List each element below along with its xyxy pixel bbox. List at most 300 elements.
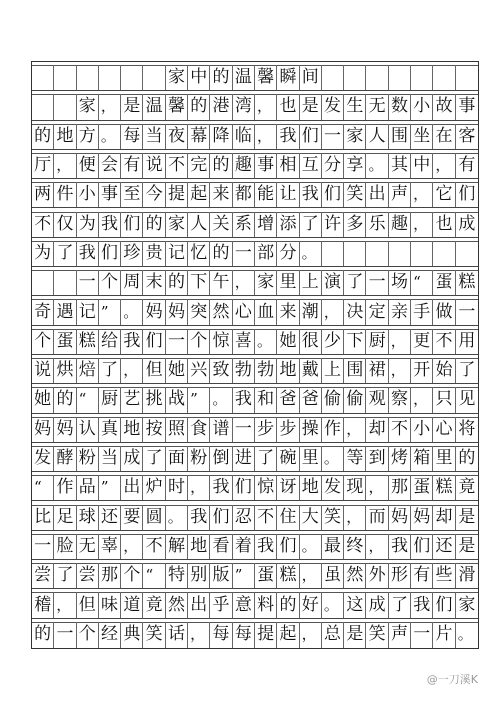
grid-cell — [344, 65, 366, 90]
grid-cell: 但 — [77, 592, 99, 617]
row-cells — [32, 153, 478, 178]
grid-cell: 厨 — [99, 387, 121, 412]
grid-cell: 真 — [99, 417, 121, 442]
grid-cell: 尝 — [77, 563, 99, 588]
text-row — [32, 326, 478, 355]
text-row — [32, 238, 478, 267]
grid-cell: 料 — [255, 592, 277, 617]
grid-cell: 。 — [255, 329, 277, 354]
grid-cell: ， — [411, 387, 433, 412]
grid-cell: 偷 — [322, 387, 344, 412]
grid-cell: 竟 — [458, 477, 476, 498]
grid-cell: 操 — [300, 417, 322, 442]
grid-cell: 。 — [99, 124, 121, 149]
text-row — [32, 267, 478, 296]
grid-cell — [433, 65, 455, 90]
grid-cell: 了 — [54, 241, 76, 266]
grid-cell: 按 — [143, 417, 165, 442]
grid-cell: 午 — [210, 270, 232, 295]
grid-cell: 血 — [255, 299, 277, 324]
grid-cell: 步 — [277, 417, 299, 442]
grid-cell: ， — [389, 358, 411, 383]
grid-cell: 蛋 — [411, 475, 433, 500]
grid-cell: 住 — [277, 505, 299, 530]
grid-cell: 烤 — [389, 446, 411, 471]
grid-cell: ， — [300, 622, 322, 648]
grid-cell: 道 — [121, 592, 143, 617]
grid-cell: 间 — [300, 65, 322, 90]
grid-cell: 港 — [210, 94, 232, 119]
grid-cell: 不 — [32, 212, 54, 237]
grid-cell: 了 — [344, 270, 366, 295]
grid-cell: 家 — [255, 270, 277, 295]
grid-cell: 坐 — [411, 124, 433, 149]
grid-cell: 致 — [210, 358, 232, 383]
text-row — [32, 531, 478, 560]
grid-cell: 酵 — [54, 446, 76, 471]
text-row — [32, 502, 478, 531]
grid-cell: 那 — [389, 475, 411, 500]
grid-cell: 妈 — [389, 505, 411, 530]
grid-cell: 更 — [411, 329, 433, 354]
grid-cell: 们 — [411, 534, 433, 559]
grid-cell: ， — [99, 94, 121, 119]
grid-cell — [389, 241, 411, 266]
grid-cell: 遇 — [54, 299, 76, 324]
text-row — [32, 472, 478, 501]
row-cells — [32, 475, 478, 500]
grid-cell: 相 — [277, 153, 299, 178]
grid-cell: 发 — [32, 446, 54, 471]
grid-cell: 了 — [300, 212, 322, 237]
row-cells — [32, 563, 478, 588]
grid-cell: 只 — [433, 387, 455, 412]
grid-cell: 糕 — [277, 563, 299, 588]
grid-cell: 比 — [32, 505, 54, 530]
grid-cell: 记 — [166, 241, 188, 266]
grid-cell: 蛋 — [54, 329, 76, 354]
grid-cell: “ — [77, 387, 99, 412]
grid-cell: 战 — [166, 387, 188, 412]
grid-cell: 幕 — [188, 124, 210, 149]
grid-cell: 家 — [344, 124, 366, 149]
grid-cell: 。 — [210, 387, 232, 412]
grid-cell: 进 — [233, 446, 255, 471]
grid-cell: 别 — [188, 563, 210, 588]
grid-cell: 温 — [143, 94, 165, 119]
grid-cell: 一 — [32, 534, 54, 559]
grid-cell: 方 — [77, 124, 99, 149]
grid-cell: 成 — [121, 446, 143, 471]
grid-cell: 糕 — [458, 272, 476, 293]
grid-cell: 的 — [143, 212, 165, 237]
grid-cell: 趣 — [389, 212, 411, 237]
grid-cell: 是 — [121, 94, 143, 119]
grid-cell: 然 — [166, 592, 188, 617]
grid-cell: 每 — [210, 622, 232, 648]
grid-cell: 我 — [188, 505, 210, 530]
grid-cell: 发 — [322, 475, 344, 500]
grid-cell: 了 — [143, 446, 165, 471]
grid-cell: 提 — [255, 622, 277, 648]
grid-cell: 围 — [344, 358, 366, 383]
grid-cell: 不 — [433, 329, 455, 354]
grid-cell: 两 — [32, 182, 54, 207]
grid-cell: 们 — [277, 534, 299, 559]
grid-cell: ， — [233, 270, 255, 295]
grid-cell: 成 — [458, 213, 476, 234]
grid-cell: 每 — [233, 622, 255, 648]
grid-cell: 有 — [458, 155, 476, 176]
grid-cell: 互 — [300, 153, 322, 178]
grid-cell — [366, 65, 388, 90]
grid-cell: 下 — [344, 329, 366, 354]
grid-cell: 至 — [121, 182, 143, 207]
grid-cell — [121, 65, 143, 90]
grid-cell — [456, 241, 478, 266]
grid-cell: 了 — [99, 358, 121, 383]
row-cells — [32, 94, 478, 119]
grid-cell: 。 — [366, 153, 388, 178]
grid-cell: 关 — [210, 212, 232, 237]
grid-cell: 的 — [277, 592, 299, 617]
grid-cell: 家 — [77, 94, 99, 119]
grid-cell: 见 — [458, 389, 476, 410]
grid-cell: 们 — [300, 124, 322, 149]
grid-cell: 声 — [389, 622, 411, 648]
grid-cell: 场 — [389, 270, 411, 295]
grid-cell: 事 — [99, 182, 121, 207]
grid-cell: 观 — [366, 387, 388, 412]
grid-cell: 定 — [366, 299, 388, 324]
grid-cell: 中 — [188, 65, 210, 90]
grid-cell: 箱 — [411, 446, 433, 471]
row-cells — [32, 241, 478, 266]
grid-cell: 挑 — [143, 387, 165, 412]
grid-cell: 一 — [77, 270, 99, 295]
grid-cell: 出 — [121, 475, 143, 500]
grid-cell: 的 — [458, 448, 476, 469]
grid-cell: 谱 — [210, 417, 232, 442]
grid-cell: 也 — [433, 212, 455, 237]
grid-cell: 这 — [344, 592, 366, 617]
grid-cell: ， — [255, 94, 277, 119]
grid-cell — [344, 241, 366, 266]
row-cells — [32, 212, 478, 237]
grid-cell: 的 — [210, 153, 232, 178]
grid-cell: 粉 — [77, 446, 99, 471]
row-cells — [32, 534, 478, 559]
grid-cell: ， — [411, 212, 433, 237]
grid-cell: 蛋 — [433, 270, 455, 295]
grid-cell: 事 — [458, 96, 476, 117]
grid-cell: 。 — [121, 299, 143, 324]
grid-cell: 分 — [277, 241, 299, 266]
grid-cell: 。 — [300, 534, 322, 559]
grid-cell: 的 — [32, 622, 54, 648]
grid-cell: ， — [366, 475, 388, 500]
grid-cell: 亲 — [389, 299, 411, 324]
grid-cell: 意 — [233, 592, 255, 617]
grid-cell: 尝 — [32, 563, 54, 588]
grid-cell: 们 — [99, 241, 121, 266]
grid-cell: 勃 — [233, 358, 255, 383]
grid-cell: 糕 — [433, 475, 455, 500]
grid-cell: 喜 — [233, 329, 255, 354]
grid-cell — [54, 270, 76, 295]
grid-cell: 是 — [300, 94, 322, 119]
grid-cell: 大 — [300, 505, 322, 530]
grid-cell — [366, 241, 388, 266]
grid-cell: ” — [188, 387, 210, 412]
grid-cell: 完 — [188, 153, 210, 178]
grid-cell: 也 — [277, 94, 299, 119]
watermark: @一刀溪K — [426, 673, 478, 686]
grid-cell: 分 — [322, 153, 344, 178]
grid-cell: 上 — [300, 270, 322, 295]
grid-cell: 蛋 — [255, 563, 277, 588]
grid-cell: 临 — [233, 124, 255, 149]
grid-cell: 们 — [458, 184, 476, 205]
grid-cell: 厨 — [366, 329, 388, 354]
grid-cell: 她 — [277, 329, 299, 354]
grid-cell: 是 — [458, 535, 476, 556]
grid-cell: 的 — [166, 270, 188, 295]
grid-cell: 温 — [233, 65, 255, 90]
grid-cell: 贵 — [143, 241, 165, 266]
grid-cell: 事 — [255, 153, 277, 178]
grid-cell: 虽 — [322, 563, 344, 588]
row-cells — [32, 329, 478, 354]
grid-cell: 艺 — [121, 387, 143, 412]
grid-cell: 讶 — [277, 475, 299, 500]
grid-cell: ， — [344, 417, 366, 442]
composition-grid-paper — [31, 61, 479, 649]
grid-cell: 忍 — [233, 505, 255, 530]
grid-cell: 地 — [188, 534, 210, 559]
grid-cell: 忆 — [188, 241, 210, 266]
grid-cell: 用 — [458, 330, 476, 351]
grid-cell: 馨 — [255, 65, 277, 90]
grid-cell: 个 — [77, 622, 99, 648]
grid-cell — [54, 65, 76, 90]
grid-cell: 馨 — [166, 94, 188, 119]
grid-cell: 们 — [233, 475, 255, 500]
grid-cell: 妈 — [32, 417, 54, 442]
grid-cell: 其 — [389, 153, 411, 178]
grid-cell: 一 — [411, 622, 433, 648]
grid-cell: 为 — [32, 241, 54, 266]
grid-cell: 始 — [433, 358, 455, 383]
grid-cell: 要 — [121, 505, 143, 530]
text-row — [32, 384, 478, 413]
grid-cell: 而 — [366, 505, 388, 530]
grid-cell: 一 — [233, 417, 255, 442]
grid-cell: 部 — [255, 241, 277, 266]
grid-cell: 生 — [344, 94, 366, 119]
grid-cell: 一 — [458, 301, 476, 322]
grid-cell: 不 — [143, 534, 165, 559]
grid-cell: 突 — [188, 299, 210, 324]
grid-cell: 看 — [210, 534, 232, 559]
row-cells — [32, 358, 478, 383]
grid-cell: 不 — [255, 505, 277, 530]
grid-cell: 现 — [344, 475, 366, 500]
grid-cell: 碗 — [277, 446, 299, 471]
grid-cell: 爸 — [277, 387, 299, 412]
grid-cell: ， — [389, 329, 411, 354]
grid-cell: 小 — [411, 94, 433, 119]
grid-cell: 妈 — [411, 505, 433, 530]
grid-cell: 妈 — [166, 299, 188, 324]
grid-cell: 外 — [366, 563, 388, 588]
grid-cell: 一 — [54, 622, 76, 648]
grid-cell: 我 — [389, 534, 411, 559]
grid-cell: 我 — [277, 124, 299, 149]
grid-cell: 察 — [389, 387, 411, 412]
grid-cell: ， — [366, 534, 388, 559]
grid-cell — [32, 94, 54, 119]
grid-cell: 仅 — [54, 212, 76, 237]
grid-cell: 片 — [433, 622, 455, 648]
text-row — [32, 296, 478, 325]
grid-cell: 里 — [433, 446, 455, 471]
grid-cell: 笑 — [366, 622, 388, 648]
grid-cell: 们 — [121, 212, 143, 237]
grid-cell: 有 — [411, 563, 433, 588]
grid-cell: 作 — [54, 475, 76, 500]
grid-cell: 围 — [389, 124, 411, 149]
grid-cell: 食 — [188, 417, 210, 442]
grid-cell: 出 — [366, 182, 388, 207]
grid-cell: 做 — [433, 299, 455, 324]
grid-cell: 的 — [54, 387, 76, 412]
grid-cell: 妈 — [143, 299, 165, 324]
grid-cell: 竟 — [143, 592, 165, 617]
row-cells — [32, 182, 478, 207]
grid-cell: 了 — [255, 446, 277, 471]
grid-cell: 开 — [411, 358, 433, 383]
grid-cell: 我 — [233, 387, 255, 412]
grid-cell: 认 — [77, 417, 99, 442]
grid-cell: 湾 — [233, 94, 255, 119]
row-cells — [32, 622, 478, 648]
grid-cell: 个 — [99, 270, 121, 295]
grid-cell: 味 — [99, 592, 121, 617]
grid-cell: 却 — [366, 417, 388, 442]
grid-cell — [411, 65, 433, 90]
text-row — [32, 179, 478, 208]
grid-cell: 中 — [411, 153, 433, 178]
grid-cell: 周 — [121, 270, 143, 295]
grid-cell — [32, 270, 54, 295]
grid-cell: 让 — [277, 182, 299, 207]
grid-cell: 出 — [188, 592, 210, 617]
row-cells — [32, 417, 478, 442]
grid-cell: 惊 — [210, 329, 232, 354]
grid-cell: 我 — [77, 241, 99, 266]
grid-cell: ， — [344, 505, 366, 530]
grid-cell: 声 — [389, 182, 411, 207]
grid-cell: 小 — [411, 417, 433, 442]
grid-cell: 瞬 — [277, 65, 299, 90]
grid-cell: 个 — [188, 329, 210, 354]
grid-cell: 球 — [77, 505, 99, 530]
grid-cell — [77, 65, 99, 90]
grid-cell: 等 — [344, 446, 366, 471]
grid-cell: 会 — [99, 153, 121, 178]
grid-cell: ， — [433, 153, 455, 178]
grid-cell: ， — [300, 563, 322, 588]
grid-cell: “ — [411, 270, 433, 295]
grid-cell: 还 — [99, 505, 121, 530]
grid-cell: 发 — [322, 94, 344, 119]
grid-cell: 故 — [433, 94, 455, 119]
grid-cell: 了 — [389, 592, 411, 617]
grid-cell: 稽 — [32, 592, 54, 617]
grid-cell: 手 — [411, 299, 433, 324]
grid-cell: 粉 — [188, 446, 210, 471]
grid-cell: 当 — [143, 124, 165, 149]
grid-cell: 戴 — [300, 358, 322, 383]
grid-cell: 当 — [99, 446, 121, 471]
grid-cell: 的 — [210, 241, 232, 266]
grid-cell: 一 — [166, 329, 188, 354]
grid-cell: 的 — [210, 65, 232, 90]
grid-cell: 人 — [188, 212, 210, 237]
row-cells — [32, 446, 478, 471]
grid-cell: 个 — [121, 563, 143, 588]
text-row — [32, 414, 478, 443]
grid-cell: 下 — [188, 270, 210, 295]
grid-cell: 为 — [77, 212, 99, 237]
grid-cell: ， — [188, 622, 210, 648]
grid-cell: 增 — [255, 212, 277, 237]
grid-cell — [143, 65, 165, 90]
grid-cell: 我 — [300, 182, 322, 207]
grid-cell: 很 — [300, 329, 322, 354]
grid-cell: 话 — [166, 622, 188, 648]
grid-cell: 焙 — [77, 358, 99, 383]
grid-cell: 趣 — [233, 153, 255, 178]
grid-cell: 无 — [366, 94, 388, 119]
grid-cell: 便 — [77, 153, 99, 178]
grid-cell: 降 — [210, 124, 232, 149]
grid-cell: 还 — [433, 534, 455, 559]
grid-cell — [433, 241, 455, 266]
grid-cell: ， — [188, 475, 210, 500]
grid-cell: 都 — [233, 182, 255, 207]
grid-cell: 然 — [344, 563, 366, 588]
grid-cell: 惊 — [255, 475, 277, 500]
grid-cell: 地 — [121, 417, 143, 442]
grid-cell: 我 — [210, 475, 232, 500]
grid-cell — [54, 94, 76, 119]
grid-cell: 奇 — [32, 299, 54, 324]
grid-cell: ， — [121, 534, 143, 559]
grid-cell: 家 — [166, 65, 188, 90]
grid-cell: 我 — [411, 592, 433, 617]
grid-cell: 给 — [99, 329, 121, 354]
grid-cell: 我 — [121, 329, 143, 354]
grid-cell: ， — [255, 124, 277, 149]
grid-cell: 兴 — [188, 358, 210, 383]
grid-cell — [411, 241, 433, 266]
grid-cell: 面 — [166, 446, 188, 471]
grid-cell — [322, 65, 344, 90]
grid-cell: 倒 — [210, 446, 232, 471]
grid-cell: 步 — [255, 417, 277, 442]
